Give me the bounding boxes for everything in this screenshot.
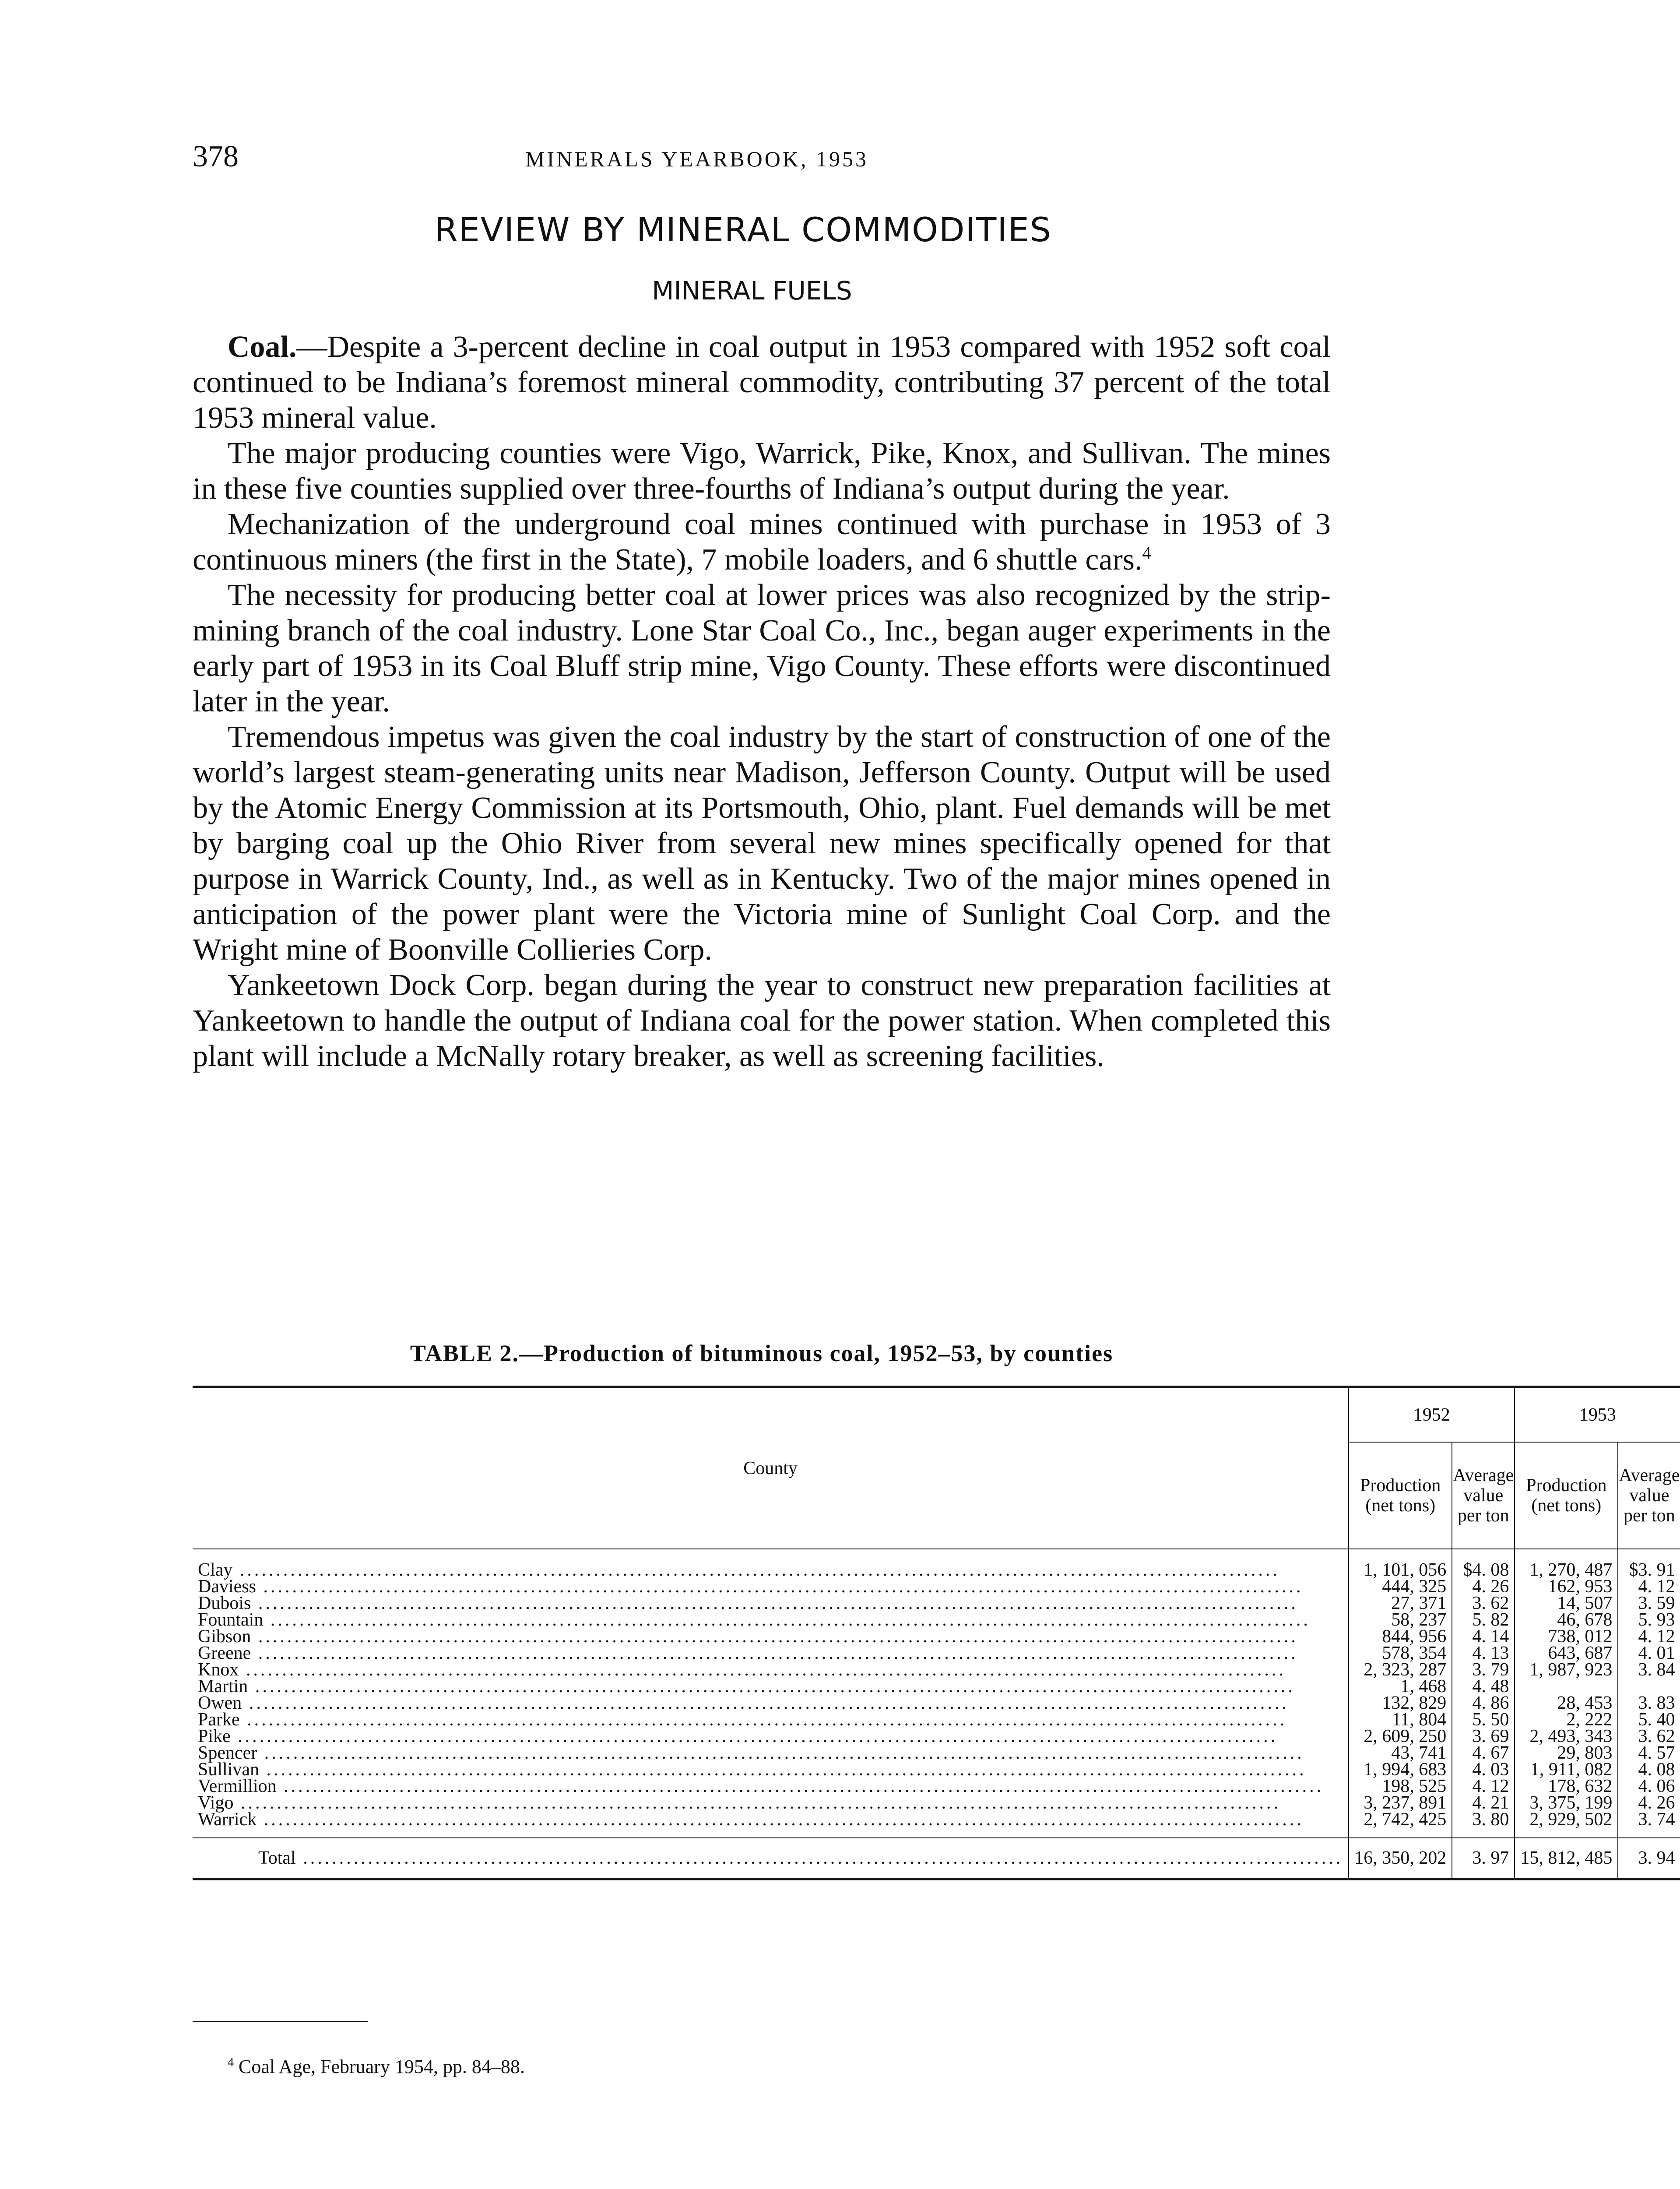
production-1952-cell: 43, 741 [1349, 1745, 1452, 1761]
county-cell [193, 1678, 1349, 1695]
avg-value-1953-cell: 4. 08 [1638, 1760, 1675, 1780]
county-cell [193, 1661, 1349, 1678]
avg-value-1952-cell: 4. 67 [1452, 1745, 1515, 1761]
table-row [193, 1612, 1680, 1628]
avg-value-1953-cell: 4. 12 [1638, 1577, 1675, 1597]
table-row [193, 1728, 1680, 1745]
table-row [193, 1678, 1680, 1695]
avg-value-1952-cell: 4. 13 [1452, 1645, 1515, 1661]
production-1952-cell: 2, 609, 250 [1349, 1728, 1452, 1745]
county-name: Vermillion ..... [198, 1776, 1324, 1796]
table-row [193, 1645, 1680, 1661]
county-name: Pike ..... [198, 1726, 1278, 1746]
production-1953-cell: 162, 953 [1515, 1578, 1618, 1595]
county-name: Clay ..... [198, 1560, 1280, 1580]
production-1952-cell: 1, 994, 683 [1349, 1761, 1452, 1778]
county-name: Parke ..... [198, 1710, 1287, 1730]
running-head: MINERALS YEARBOOK, 1953 [525, 147, 868, 171]
county-name: Dubois ..... [198, 1593, 1298, 1613]
footnote-rule [193, 2021, 368, 2022]
table-row [193, 1761, 1680, 1778]
table-row [193, 1549, 1680, 1578]
avg-value-1953-cell: 5. 93 [1638, 1610, 1675, 1630]
avg-value-1953-cell: 3. 59 [1638, 1593, 1675, 1613]
county-cell [193, 1761, 1349, 1778]
avg-value-1953-cell: 3. 74 [1638, 1809, 1675, 1830]
paragraph-text: Mechanization of the underground coal mines continued with purchase in 1953 of 3 continuous miners (the first in the State), 7 mobile loaders, and 6 shuttle cars. [193, 507, 1331, 577]
paragraph-strip-mining: The necessity for producing better coal at lower prices was also recognized by the strip-mining branch of the coal industry. Lone Star Coal Co., Inc., began auger experiments in the early part of 1953 in its Coal Bluff strip mine, Vigo County. These efforts were discontinued later in the year. [193, 578, 1331, 718]
avg-value-1952-cell: 3. 80 [1452, 1811, 1515, 1838]
production-1952-cell: 844, 956 [1349, 1628, 1452, 1645]
year-1952-header: 1952 [1349, 1387, 1515, 1442]
county-name: Greene ..... [198, 1643, 1298, 1663]
avg-value-1952-cell: 3. 97 [1452, 1838, 1515, 1879]
paragraph-power-plant: Tremendous impetus was given the coal industry by the start of construction of one of the world’s largest steam-generating units near Madison, Jefferson County. Output will be used by the Atomic Energy Commission at its Portsmouth, Ohio, plant. Fuel demands will be met by barging coal up the Ohio River from several new mines specifically opened for that purpose in Warrick County, Ind., as well as in Kentucky. Two of the major mines opened in anticipation of the power plant were the Victoria mine of Sunlight Coal Corp. and the Wright mine of Boonville Collieries Corp. [193, 720, 1331, 967]
avg-value-1953-cell: 3. 62 [1638, 1726, 1675, 1746]
county-name: Martin ..... [198, 1676, 1295, 1696]
production-1952-cell: 198, 525 [1349, 1778, 1452, 1795]
footnote [228, 2055, 525, 2078]
table-row [193, 1795, 1680, 1811]
avg-value-1953-cell: 3. 94 [1618, 1838, 1680, 1879]
footnote-ref: 4 [1142, 543, 1151, 563]
production-1952-cell: 27, 371 [1349, 1595, 1452, 1612]
year-1953-header: 1953 [1515, 1387, 1680, 1442]
avg-value-1953-cell: 4. 12 [1638, 1626, 1675, 1647]
county-cell [193, 1612, 1349, 1628]
county-name: Daviess ..... [198, 1577, 1303, 1597]
production-1953-cell [1515, 1678, 1618, 1695]
avg-value-1952-cell: 5. 50 [1452, 1711, 1515, 1728]
production-1952-cell: 1, 101, 056 [1349, 1549, 1452, 1578]
table-caption: TABLE 2.—Production of bituminous coal, 1952–53, by counties [410, 1340, 1114, 1366]
coal-lead: Coal. [228, 330, 297, 364]
county-cell [193, 1628, 1349, 1645]
county-name: Spencer ..... [198, 1743, 1304, 1763]
county-name: Knox ..... [198, 1660, 1286, 1680]
production-1953-cell: 2, 222 [1515, 1711, 1618, 1728]
avg-value-1952-cell: 5. 82 [1452, 1612, 1515, 1628]
avg-value-1952-cell: $4. 08 [1452, 1549, 1515, 1578]
avg-value-1953-cell [1618, 1678, 1680, 1695]
paragraph-text: —Despite a 3-percent decline in coal output in 1953 compared with 1952 soft coal continued to be Indiana’s foremost mineral commodity, contributing 37 percent of the total 1953 mineral value. [193, 330, 1331, 435]
production-1953-cell: 14, 507 [1515, 1595, 1618, 1612]
county-cell [193, 1711, 1349, 1728]
county-name: Sullivan ..... [198, 1760, 1307, 1780]
county-name: Owen ..... [198, 1693, 1289, 1713]
county-header: County [193, 1387, 1349, 1549]
avg-value-1952-cell: 4. 21 [1452, 1795, 1515, 1811]
production-1953-cell: 2, 929, 502 [1515, 1811, 1618, 1838]
county-name: Warrick ..... [198, 1809, 1304, 1830]
production-1953-cell: 1, 987, 923 [1515, 1661, 1618, 1678]
avg-value-1952-cell: 4. 12 [1452, 1778, 1515, 1795]
avg-value-1952-cell: 4. 03 [1452, 1761, 1515, 1778]
avg-value-1953-header: Average value per ton [1618, 1442, 1680, 1549]
production-1953-cell: 15, 812, 485 [1515, 1838, 1618, 1879]
production-1953-cell: 178, 632 [1515, 1778, 1618, 1795]
production-1952-cell: 3, 237, 891 [1349, 1795, 1452, 1811]
table-row [193, 1628, 1680, 1645]
county-name: Total ..... [258, 1848, 1343, 1868]
total-row [193, 1838, 1680, 1879]
production-table [193, 1386, 1680, 1880]
production-1953-cell: 3, 375, 199 [1515, 1795, 1618, 1811]
county-cell [193, 1811, 1349, 1838]
avg-value-1953-cell: 4. 01 [1638, 1643, 1675, 1663]
county-name: Fountain ..... [198, 1610, 1311, 1630]
avg-value-1953-cell: 4. 26 [1638, 1793, 1675, 1813]
production-1953-cell: 46, 678 [1515, 1612, 1618, 1628]
avg-value-1952-cell: 4. 86 [1452, 1695, 1515, 1711]
county-cell [193, 1838, 1349, 1879]
avg-value-1953-cell: $3. 91 [1629, 1560, 1675, 1580]
county-cell [193, 1728, 1349, 1745]
avg-value-1953-cell: 3. 83 [1638, 1693, 1675, 1713]
county-cell [193, 1695, 1349, 1711]
production-1953-cell: 643, 687 [1515, 1645, 1618, 1661]
page-number: 378 [193, 140, 239, 173]
county-cell [193, 1795, 1349, 1811]
table-row [193, 1695, 1680, 1711]
production-1953-cell: 28, 453 [1515, 1695, 1618, 1711]
page-header [193, 139, 1331, 183]
avg-value-1953-cell: 3. 84 [1638, 1660, 1675, 1680]
table-row [193, 1578, 1680, 1595]
paragraph-counties: The major producing counties were Vigo, Warrick, Pike, Knox, and Sullivan. The mines in these five counties supplied over three-fourths of Indiana’s output during the year. [193, 436, 1331, 506]
production-1953-cell: 1, 911, 082 [1515, 1761, 1618, 1778]
avg-value-1953-cell: 5. 40 [1638, 1710, 1675, 1730]
production-1953-cell: 29, 803 [1515, 1745, 1618, 1761]
production-1952-cell: 2, 742, 425 [1349, 1811, 1452, 1838]
avg-value-1952-cell: 3. 62 [1452, 1595, 1515, 1612]
table-row [193, 1778, 1680, 1795]
paragraph-yankeetown: Yankeetown Dock Corp. began during the year to construct new preparation facilities at Yankeetown to handle the output of Indiana coal for the power station. When completed this plant will include a McNally rotary breaker, as well as screening facilities. [193, 968, 1331, 1073]
county-cell [193, 1745, 1349, 1761]
production-1953-cell: 2, 493, 343 [1515, 1728, 1618, 1745]
paragraph-coal [193, 329, 1331, 436]
production-1952-cell: 578, 354 [1349, 1645, 1452, 1661]
production-1952-cell: 132, 829 [1349, 1695, 1452, 1711]
avg-value-1952-cell: 3. 69 [1452, 1728, 1515, 1745]
production-1952-cell: 58, 237 [1349, 1612, 1452, 1628]
county-cell [193, 1778, 1349, 1795]
section-title: REVIEW BY MINERAL COMMODITIES [434, 210, 1052, 249]
table-row [193, 1745, 1680, 1761]
county-cell [193, 1595, 1349, 1612]
avg-value-1953-cell: 4. 06 [1638, 1776, 1675, 1796]
production-1953-header: Production (net tons) [1515, 1442, 1618, 1549]
paragraph-mechanization [193, 507, 1331, 577]
production-1953-cell: 1, 270, 487 [1515, 1549, 1618, 1578]
avg-value-1952-cell: 4. 26 [1452, 1578, 1515, 1595]
table-row [193, 1811, 1680, 1838]
avg-value-1952-cell: 3. 79 [1452, 1661, 1515, 1678]
table-row [193, 1595, 1680, 1612]
county-cell [193, 1645, 1349, 1661]
footnote-marker: 4 [228, 2055, 234, 2069]
avg-value-1952-cell: 4. 14 [1452, 1628, 1515, 1645]
body-text [193, 329, 1331, 1074]
production-1952-cell: 2, 323, 287 [1349, 1661, 1452, 1678]
production-1952-cell: 444, 325 [1349, 1578, 1452, 1595]
avg-value-1953-cell: 4. 57 [1638, 1743, 1675, 1763]
subsection-title: MINERAL FUELS [652, 276, 852, 306]
county-name: Gibson ..... [198, 1626, 1298, 1647]
production-1952-header: Production (net tons) [1349, 1442, 1452, 1549]
table-row [193, 1661, 1680, 1678]
production-1953-cell: 738, 012 [1515, 1628, 1618, 1645]
production-1952-cell: 11, 804 [1349, 1711, 1452, 1728]
production-1952-cell: 1, 468 [1349, 1678, 1452, 1695]
county-cell [193, 1578, 1349, 1595]
county-name: Vigo ..... [198, 1793, 1281, 1813]
avg-value-1952-header: Average value per ton [1452, 1442, 1515, 1549]
footnote-text: Coal Age, February 1954, pp. 84–88. [239, 2056, 525, 2077]
avg-value-1952-cell: 4. 48 [1452, 1678, 1515, 1695]
table-row [193, 1711, 1680, 1728]
county-cell [193, 1549, 1349, 1578]
production-1952-cell: 16, 350, 202 [1349, 1838, 1452, 1879]
